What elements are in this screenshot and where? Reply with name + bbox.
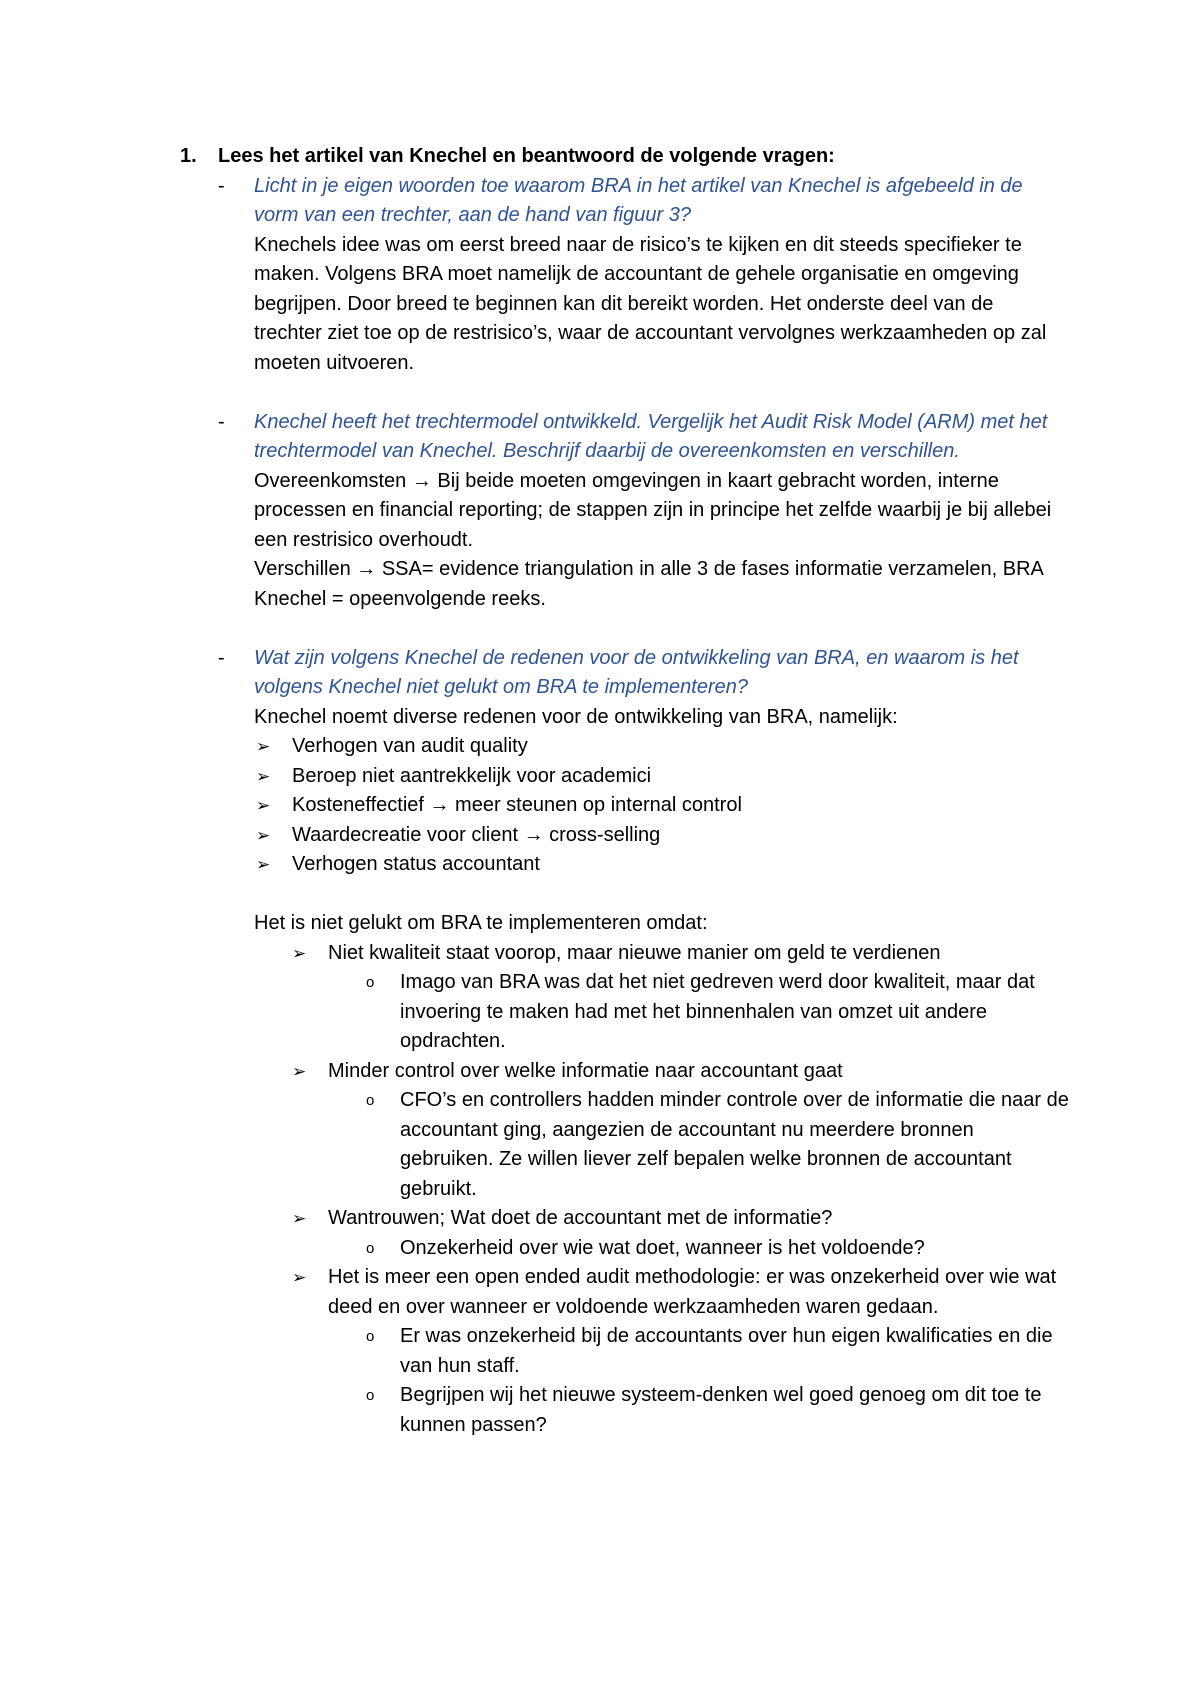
question-heading bbox=[0, 142, 1200, 172]
document-content bbox=[0, 142, 1200, 1440]
list-item bbox=[0, 1263, 1200, 1322]
arrow-bullet-icon: ➢ bbox=[256, 766, 271, 786]
arrow-bullet-icon: ➢ bbox=[256, 855, 271, 874]
sub-list-item bbox=[0, 1322, 1200, 1381]
circle-bullet-icon: o bbox=[366, 1387, 375, 1404]
list-item bbox=[0, 1204, 1200, 1234]
arrow-bullet-icon: ➢ bbox=[256, 825, 271, 845]
list-item-text: Waardecreatie voor client → cross-selling bbox=[292, 823, 661, 846]
list-item bbox=[0, 1057, 1200, 1087]
arrow-bullet-icon: ➢ bbox=[292, 943, 307, 963]
question-3 bbox=[0, 644, 1200, 703]
sub-list-item-text: Onzekerheid over wie wat doet, wanneer is het voldoende? bbox=[400, 1236, 925, 1259]
circle-bullet-icon: o bbox=[366, 1239, 375, 1257]
heading-text: Lees het artikel van Knechel en beantwoord de volgende vragen: bbox=[218, 145, 835, 167]
question-1-text: Licht in je eigen woorden toe waarom BRA in het artikel van Knechel is afgebeeld in de vorm van een trechter, aan de hand van figuur 3? bbox=[254, 174, 1023, 226]
circle-bullet-icon: o bbox=[366, 1092, 375, 1109]
sub-list-item bbox=[0, 1086, 1200, 1204]
list-item-text: Kosteneffectief → meer steunen op internal control bbox=[292, 794, 742, 816]
reasons-list bbox=[0, 732, 1200, 880]
list-item-text: Wantrouwen; Wat doet de accountant met de informatie? bbox=[328, 1207, 833, 1229]
question-2 bbox=[0, 408, 1200, 467]
sub-list-item-text: Begrijpen wij het nieuwe systeem-denken wel goed genoeg om dit toe te kunnen passen? bbox=[400, 1384, 1042, 1436]
reasons-intro: Knechel noemt diverse redenen voor de ontwikkeling van BRA, namelijk: bbox=[254, 705, 898, 728]
list-item bbox=[0, 762, 1200, 792]
dash-marker: - bbox=[218, 646, 225, 669]
arrow-bullet-icon: ➢ bbox=[292, 1061, 307, 1081]
failures-list bbox=[0, 939, 1200, 1441]
list-item-text: Het is meer een open ended audit methodologie: er was onzekerheid over wie wat deed en over wanneer er voldoende werkzaamheden waren gedaan. bbox=[328, 1266, 1057, 1318]
answer-2-differences: Verschillen → SSA= evidence triangulation in alle 3 de fases informatie verzamelen, BRA Knechel = opeenvolgende reeks. bbox=[254, 558, 1043, 610]
sub-list-item bbox=[0, 1381, 1200, 1440]
arrow-bullet-icon: ➢ bbox=[292, 1268, 307, 1287]
list-item-text: Verhogen status accountant bbox=[292, 853, 540, 875]
arrow-bullet-icon: ➢ bbox=[292, 1209, 307, 1228]
spacer bbox=[0, 378, 1200, 408]
circle-bullet-icon: o bbox=[366, 974, 375, 991]
dash-marker: - bbox=[218, 174, 225, 197]
dash-marker: - bbox=[218, 410, 225, 433]
list-item bbox=[0, 732, 1200, 762]
list-item-text: Niet kwaliteit staat voorop, maar nieuwe manier om geld te verdienen bbox=[328, 941, 941, 964]
question-2-text: Knechel heeft het trechtermodel ontwikkeld. Vergelijk het Audit Risk Model (ARM) met het trechtermodel van Knechel. Beschrijf daarbij de overeenkomsten en verschillen. bbox=[254, 410, 1048, 462]
list-item-text: Verhogen van audit quality bbox=[292, 735, 528, 757]
list-item bbox=[0, 850, 1200, 880]
list-item bbox=[0, 791, 1200, 821]
list-item-text: Beroep niet aantrekkelijk voor academici bbox=[292, 764, 652, 787]
sub-list-item-text: Er was onzekerheid bij de accountants over hun eigen kwalificaties en die van hun staff. bbox=[400, 1325, 1053, 1377]
list-item-text: Minder control over welke informatie naar accountant gaat bbox=[328, 1059, 843, 1082]
list-item bbox=[0, 821, 1200, 851]
list-item bbox=[0, 939, 1200, 969]
heading-number: 1. bbox=[180, 145, 197, 167]
sub-list-item bbox=[0, 1234, 1200, 1264]
circle-bullet-icon: o bbox=[366, 1328, 375, 1345]
spacer bbox=[0, 614, 1200, 644]
arrow-bullet-icon: ➢ bbox=[256, 737, 271, 756]
sub-list-item bbox=[0, 968, 1200, 1057]
answer-2-similarities: Overeenkomsten → Bij beide moeten omgevingen in kaart gebracht worden, interne processen en financial reporting; de stappen zijn in principe het zelfde waarbij je bij allebei een restrisico overhoudt. bbox=[254, 469, 1052, 551]
question-3-text: Wat zijn volgens Knechel de redenen voor de ontwikkeling van BRA, en waarom is het volgens Knechel niet gelukt om BRA te implementeren? bbox=[254, 646, 1019, 698]
answer-1: Knechels idee was om eerst breed naar de risico’s te kijken en dit steeds specifieker te maken. Volgens BRA moet namelijk de accountant de gehele organisatie en omgeving begrijpen. Door breed te beginnen kan dit bereikt worden. Het onderste deel van de trechter ziet toe op de restrisico’s, waar de accountant vervolgnes werkzaamheden op zal moeten uitvoeren. bbox=[254, 233, 1047, 374]
failure-intro: Het is niet gelukt om BRA te implementeren omdat: bbox=[254, 912, 708, 934]
question-1 bbox=[0, 172, 1200, 231]
spacer bbox=[0, 880, 1200, 910]
sub-list-item-text: Imago van BRA was dat het niet gedreven werd door kwaliteit, maar dat invoering te maken had met het binnenhalen van omzet uit andere opdrachten. bbox=[400, 971, 1035, 1052]
arrow-bullet-icon: ➢ bbox=[256, 796, 271, 815]
sub-list-item-text: CFO’s en controllers hadden minder controle over de informatie die naar de accountant ging, aangezien de accountant nu meerdere bronnen gebruiken. Ze willen liever zelf bepalen welke bronnen de accountant gebruikt. bbox=[400, 1089, 1069, 1200]
